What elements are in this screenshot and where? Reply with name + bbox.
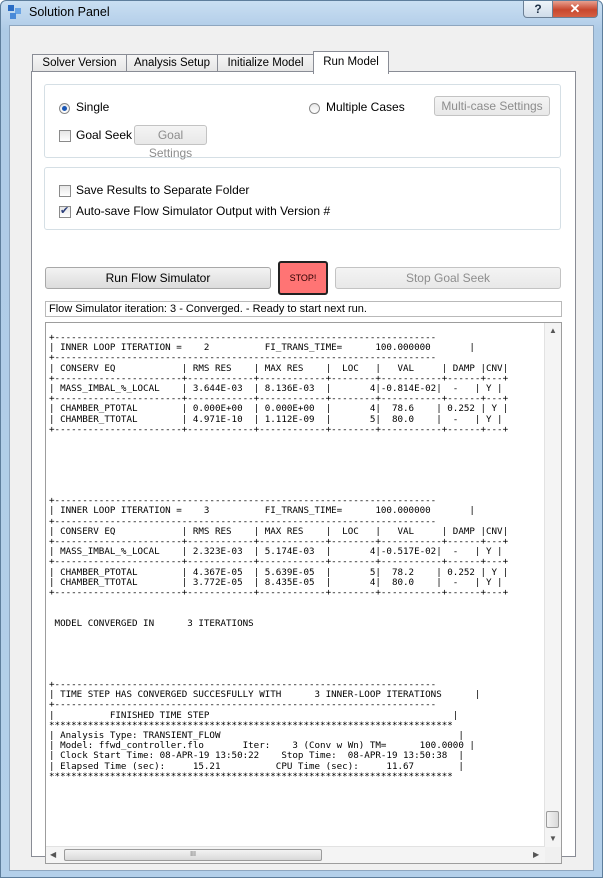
goal-settings-button[interactable]: Goal Settings bbox=[134, 125, 207, 145]
status-bar: Flow Simulator iteration: 3 - Converged. - Ready to start next run. bbox=[45, 301, 562, 317]
close-button[interactable]: ✕ bbox=[552, 1, 598, 18]
output-console[interactable] bbox=[45, 322, 562, 864]
help-button[interactable]: ? bbox=[523, 1, 553, 18]
client-area bbox=[9, 25, 594, 871]
multiple-cases-radio[interactable] bbox=[309, 103, 320, 114]
window-title: Solution Panel bbox=[29, 5, 110, 19]
title-bar[interactable] bbox=[1, 1, 602, 25]
scroll-down-icon[interactable]: ▼ bbox=[549, 834, 557, 843]
save-results-checkbox[interactable] bbox=[59, 185, 71, 197]
save-results-label[interactable]: Save Results to Separate Folder bbox=[76, 183, 250, 197]
tab-solver-version[interactable]: Solver Version bbox=[32, 54, 127, 73]
single-radio[interactable] bbox=[59, 103, 70, 114]
goal-seek-checkbox[interactable] bbox=[59, 130, 71, 142]
stop-button[interactable]: STOP! bbox=[278, 261, 328, 295]
console-text: +--------------------------------------------------------------------- | INNER LOOP ITERATION = 2 FI_TRANS_TIME= 100.000000 | +--------------------------------------------------------------------- | CONSERV EQ | RMS RES | MAX RES | LOC | VAL | DAMP |CNV| +-----------------------+------------+------------+--------+-----------+------+---+ | MASS_IMBAL_%_LOCAL | 3.644E-03 | 8.136E-03 | 4|-0.814E-02| - | Y | +-----------------------+------------+------------+--------+-----------+------+---+ | CHAMBER_PTOTAL | 0.000E+00 | 0.000E+00 | 4| 78.6 | 0.252 | Y | | CHAMBER_TTOTAL | 4.971E-10 | 1.112E-09 | 5| 80.0 | - | Y | +-----------------------+------------+------------+--------+-----------+------+---+ +--------------------------------------------------------------------- | INNER LOOP ITERATION = 3 FI_TRANS_TIME= 100.000000 | +--------------------------------------------------------------------- | CONSERV EQ | RMS RES | MAX RES | LOC | VAL | DAMP |CNV| +-----------------------+------------+------------+--------+-----------+------+---+ | MASS_IMBAL_%_LOCAL | 2.323E-03 | 5.174E-03 | 4|-0.517E-02| - | Y | +-----------------------+------------+------------+--------+-----------+------+---+ | CHAMBER_PTOTAL | 4.367E-05 | 5.639E-05 | 5| 78.2 | 0.252 | Y | | CHAMBER_TTOTAL | 3.772E-05 | 8.435E-05 | 4| 80.0 | - | Y | +-----------------------+------------+------------+--------+-----------+------+---+ MODEL CONVERGED IN 3 ITERATIONS +--------------------------------------------------------------------- | TIME STEP HAS CONVERGED SUCCESFULLY WITH 3 INNER-LOOP ITERATIONS | +--------------------------------------------------------------------- | FINISHED TIME STEP | ************************************************************************* | Analysis Type: TRANSIENT_FLOW | | Model: ffwd_controller.flo Iter: 3 (Conv w Wn) TM= 100.0000 | | Clock Start Time: 08-APR-19 13:50:22 Stop Time: 08-APR-19 13:50:38 | | Elapsed Time (sec): 15.21 CPU Time (sec): 11.67 | ************************************************************************* bbox=[49, 332, 509, 782]
multi-case-settings-button[interactable]: Multi-case Settings bbox=[434, 96, 550, 116]
scroll-corner bbox=[545, 847, 561, 863]
scroll-left-icon[interactable]: ◀ bbox=[50, 850, 57, 859]
tab-initialize-model[interactable]: Initialize Model bbox=[217, 54, 314, 73]
app-logo-icon bbox=[7, 4, 23, 20]
vertical-scrollbar[interactable] bbox=[544, 323, 561, 847]
horizontal-scroll-thumb[interactable]: III bbox=[64, 849, 322, 861]
output-options-group bbox=[44, 167, 561, 230]
tab-run-model[interactable]: Run Model bbox=[313, 51, 389, 74]
horizontal-scrollbar[interactable] bbox=[46, 846, 545, 863]
multiple-cases-label[interactable]: Multiple Cases bbox=[326, 100, 405, 114]
goal-seek-label[interactable]: Goal Seek bbox=[76, 128, 133, 142]
scroll-up-icon[interactable]: ▲ bbox=[549, 326, 557, 335]
autosave-checkbox[interactable] bbox=[59, 206, 71, 218]
autosave-label[interactable]: Auto-save Flow Simulator Output with Version # bbox=[76, 204, 331, 218]
run-mode-group bbox=[44, 84, 561, 158]
vertical-scroll-thumb[interactable] bbox=[546, 811, 559, 828]
run-model-panel bbox=[31, 71, 576, 857]
scroll-right-icon[interactable]: ▶ bbox=[533, 850, 540, 859]
single-label[interactable]: Single bbox=[76, 100, 110, 114]
tab-analysis-setup[interactable]: Analysis Setup bbox=[126, 54, 218, 73]
run-flow-simulator-button[interactable]: Run Flow Simulator bbox=[45, 267, 271, 289]
stop-goal-seek-button[interactable]: Stop Goal Seek bbox=[335, 267, 561, 289]
